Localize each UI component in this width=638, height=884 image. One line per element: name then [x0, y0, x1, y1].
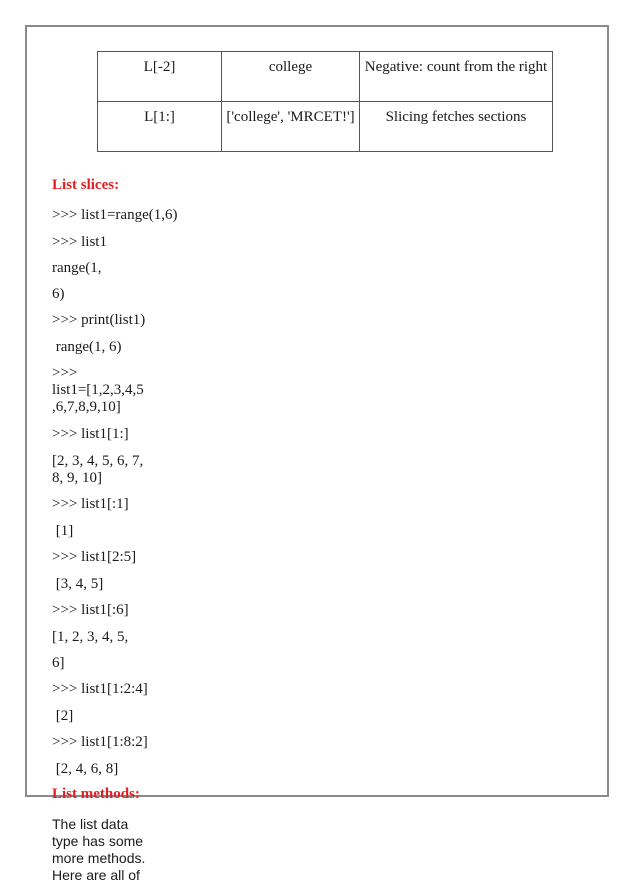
code-line: 6] — [52, 655, 65, 671]
code-line: >>> list1=[1,2,3,4,5 ,6,7,8,9,10] — [52, 365, 144, 415]
section-heading-list-methods: List methods: — [52, 786, 140, 802]
code-line: >>> list1[:6] — [52, 602, 129, 618]
code-line: >>> list1[:1] — [52, 496, 129, 512]
code-line: >>> list1[1:2:4] — [52, 681, 148, 697]
code-line: [2, 3, 4, 5, 6, 7, 8, 9, 10] — [52, 453, 144, 486]
code-line: >>> list1[1:8:2] — [52, 734, 148, 750]
code-line: [1] — [52, 523, 74, 539]
code-line: 6) — [52, 286, 65, 302]
table-cell: L[-2] — [98, 52, 222, 102]
table-cell: L[1:] — [98, 102, 222, 152]
list-index-table — [97, 51, 553, 152]
code-line: >>> list1[1:] — [52, 426, 129, 442]
code-line: [2] — [52, 708, 74, 724]
code-line: range(1, — [52, 260, 102, 276]
code-line: [2, 4, 6, 8] — [52, 761, 119, 777]
code-line: >>> print(list1) — [52, 312, 146, 328]
code-line: [3, 4, 5] — [52, 576, 104, 592]
list-methods-paragraph: The list data type has some more methods. Here are all of — [52, 816, 146, 883]
code-line: range(1, 6) — [52, 339, 122, 355]
table-row — [98, 102, 553, 152]
code-line: >>> list1=range(1,6) — [52, 207, 178, 223]
code-line: >>> list1[2:5] — [52, 549, 137, 565]
table-cell: Negative: count from the right — [360, 52, 553, 102]
table-cell: college — [222, 52, 360, 102]
code-line: >>> list1 — [52, 234, 107, 250]
section-heading-list-slices: List slices: — [52, 177, 120, 193]
code-line: [1, 2, 3, 4, 5, — [52, 629, 129, 645]
table-cell: Slicing fetches sections — [360, 102, 553, 152]
table-row — [98, 52, 553, 102]
table-cell: ['college', 'MRCET!'] — [222, 102, 360, 152]
